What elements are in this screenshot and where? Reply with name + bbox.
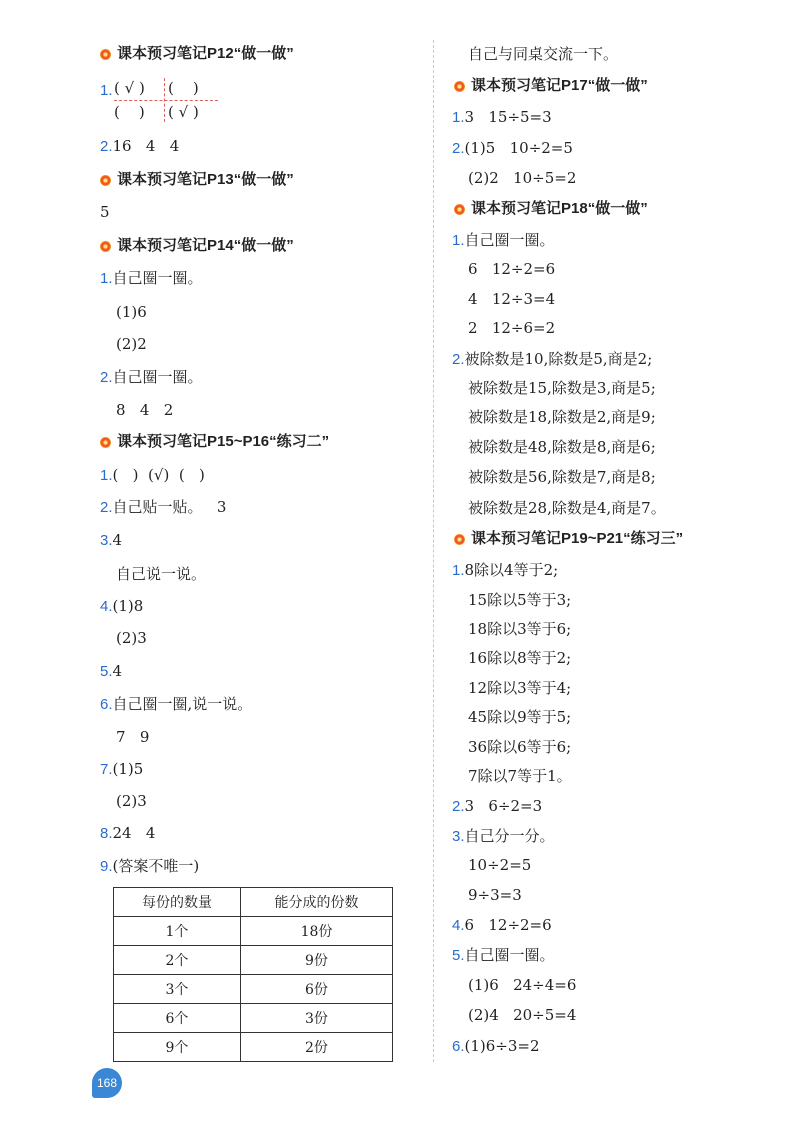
answer-line: 5.4 (100, 662, 123, 680)
flower-bullet-icon (454, 204, 465, 215)
table-row (114, 946, 393, 975)
answer-line: 被除数是15,除数是3,商是5; (468, 379, 656, 397)
answer-line: 2.16 4 4 (100, 137, 180, 155)
answer-table (113, 887, 393, 1062)
answer-line: 9÷3=3 (468, 886, 522, 904)
answer-line: 8.24 4 (100, 824, 156, 842)
table-row (114, 917, 393, 946)
answer-line: (2)4 20÷5=4 (468, 1006, 577, 1024)
answer-line: 10÷2=5 (468, 856, 532, 874)
flower-bullet-icon (100, 175, 111, 186)
table-row (114, 1033, 393, 1062)
answer-line: 1.3 15÷5=3 (452, 108, 552, 126)
section-heading-p19: 课本预习笔记P19~P21“练习三” (454, 529, 683, 549)
table-cell: 3份 (240, 1004, 392, 1033)
answer-line: (2)3 (116, 629, 147, 647)
section-heading-p15: 课本预习笔记P15~P16“练习二” (100, 432, 329, 452)
answer-line: 36除以6等于6; (468, 738, 572, 756)
answer-line: 4.(1)8 (100, 597, 144, 615)
answer-line: 3.4 (100, 531, 123, 549)
answer-line: 7.(1)5 (100, 760, 144, 778)
answer-line: 2.被除数是10,除数是5,商是2; (452, 350, 653, 368)
answer-line: 7除以7等于1。 (468, 767, 572, 785)
grid-cell: ( ) (168, 79, 199, 97)
answer-line: 被除数是48,除数是8,商是6; (468, 438, 656, 456)
answer-line: 5 (100, 203, 110, 221)
answer-line: (1)6 (116, 303, 147, 321)
answer-line: 被除数是28,除数是4,商是7。 (468, 499, 666, 517)
answer-line: 3.自己分一分。 (452, 827, 555, 845)
answer-line: 被除数是56,除数是7,商是8; (468, 468, 656, 486)
item-number: 1. (100, 82, 113, 99)
answer-line: (2)2 (116, 335, 147, 353)
table-cell: 6个 (114, 1004, 241, 1033)
answer-line: 被除数是18,除数是2,商是9; (468, 408, 656, 426)
answer-line: 12除以3等于4; (468, 679, 572, 697)
answer-line: 2.自己贴一贴。 3 (100, 498, 227, 516)
answer-line: (1)6 24÷4=6 (468, 976, 577, 994)
column-divider (433, 40, 434, 1062)
section-heading-p17: 课本预习笔记P17“做一做” (454, 76, 648, 96)
answer-line: 2.3 6÷2=3 (452, 797, 543, 815)
answer-line: 1.自己圈一圈。 (100, 269, 203, 287)
flower-bullet-icon (100, 241, 111, 252)
answer-line: 6 12÷2=6 (468, 260, 556, 278)
table-row (114, 1004, 393, 1033)
table-header: 每份的数量 (114, 888, 241, 917)
section-heading-p14: 课本预习笔记P14“做一做” (100, 236, 294, 256)
answer-line: (2)2 10÷5=2 (468, 169, 577, 187)
section-heading-p18: 课本预习笔记P18“做一做” (454, 199, 648, 219)
grid-cell: ( √ ) (114, 79, 145, 97)
table-header: 能分成的份数 (240, 888, 392, 917)
answer-line: 5.自己圈一圈。 (452, 946, 555, 964)
answer-line: 1.8除以4等于2; (452, 561, 559, 579)
answer-line: 6.自己圈一圈,说一说。 (100, 695, 253, 713)
answer-line: 2.自己圈一圈。 (100, 368, 203, 386)
table-cell: 2份 (240, 1033, 392, 1062)
answer-line: 9.(答案不唯一) (100, 857, 200, 875)
answer-line: 1.( ) (√) ( ) (100, 466, 205, 484)
check-answer-grid (114, 78, 218, 122)
answer-line: 2 12÷6=2 (468, 319, 556, 337)
answer-line: 1.自己圈一圈。 (452, 231, 555, 249)
section-heading-p12: 课本预习笔记P12“做一做” (100, 44, 294, 64)
flower-bullet-icon (454, 534, 465, 545)
answer-line: 4 12÷3=4 (468, 290, 556, 308)
answer-line: 自己说一说。 (116, 565, 207, 583)
answer-line: (2)3 (116, 792, 147, 810)
flower-bullet-icon (100, 49, 111, 60)
answer-line: 18除以3等于6; (468, 620, 572, 638)
flower-bullet-icon (454, 81, 465, 92)
section-heading-p13: 课本预习笔记P13“做一做” (100, 170, 294, 190)
answer-line: 6.(1)6÷3=2 (452, 1037, 540, 1055)
answer-line: 2.(1)5 10÷2=5 (452, 139, 573, 157)
grid-divider (114, 100, 218, 101)
table-cell: 2个 (114, 946, 241, 975)
grid-cell: ( √ ) (168, 103, 199, 121)
answer-line: 8 4 2 (116, 401, 174, 419)
table-cell: 6份 (240, 975, 392, 1004)
table-cell: 3个 (114, 975, 241, 1004)
table-cell: 1个 (114, 917, 241, 946)
answer-line: 45除以9等于5; (468, 708, 572, 726)
grid-cell: ( ) (114, 103, 145, 121)
answer-line: 15除以5等于3; (468, 591, 572, 609)
page-number-badge: 168 (92, 1068, 122, 1098)
table-cell: 9个 (114, 1033, 241, 1062)
flower-bullet-icon (100, 437, 111, 448)
table-header-row (114, 888, 393, 917)
answer-line: 16除以8等于2; (468, 649, 572, 667)
table-row (114, 975, 393, 1004)
answer-line: 自己与同桌交流一下。 (468, 45, 619, 63)
table-cell: 9份 (240, 946, 392, 975)
table-cell: 18份 (240, 917, 392, 946)
answer-line: 7 9 (116, 728, 150, 746)
answer-line: 4.6 12÷2=6 (452, 916, 552, 934)
